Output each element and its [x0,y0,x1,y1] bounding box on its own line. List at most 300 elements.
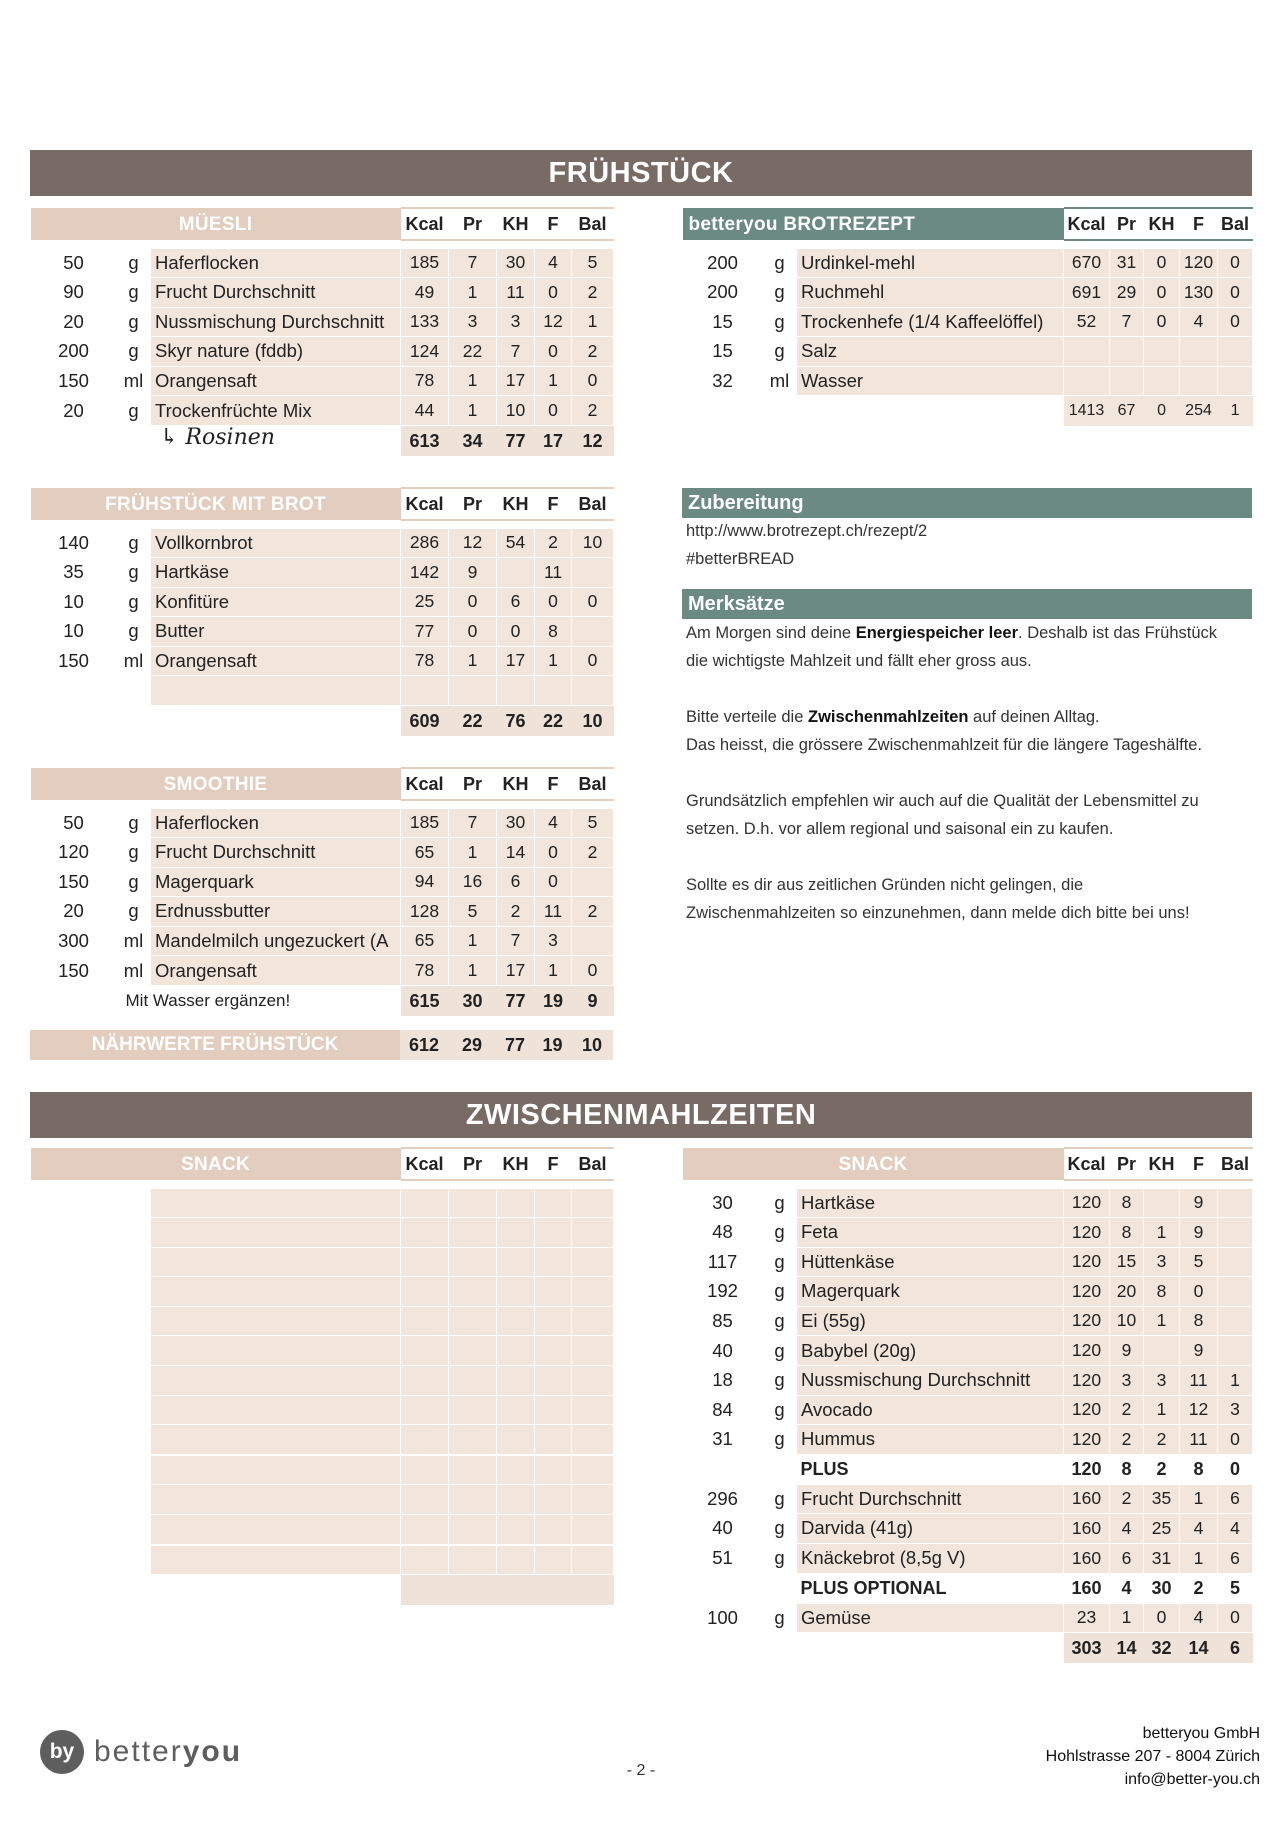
unit: g [763,248,797,278]
unit: ml [117,366,151,396]
nutrient-value: 286 [401,528,449,558]
nutrient-value: 65 [401,838,449,868]
food-name: Feta [797,1218,1064,1248]
nutrient-value: 44 [401,396,449,426]
quantity: 296 [683,1484,763,1514]
table-title: SNACK [31,1148,401,1180]
table-row [683,1366,1253,1396]
total-value: 32 [1144,1633,1180,1663]
column-header: Pr [1110,208,1144,240]
nutrient-value: 3 [1218,1395,1253,1425]
food-name: Vollkornbrot [151,528,401,558]
table-row [31,867,614,897]
nutrient-value: 2 [572,838,614,868]
company-address: Hohlstrasse 207 - 8004 Zürich [1045,1748,1260,1765]
column-header: KH [1144,208,1180,240]
total-row [683,1633,1253,1663]
table-row [683,337,1253,367]
nutrient-value: 7 [449,808,497,838]
nutrient-value [449,1425,497,1455]
total-row [31,426,614,456]
nutrient-value: 11 [497,278,535,308]
nutrient-value: 1 [535,646,572,676]
total-value: 77 [497,426,535,456]
nutrient-value: 78 [401,646,449,676]
unit: g [763,1218,797,1248]
nutrient-value [535,1366,572,1396]
nutrient-value: 25 [1144,1514,1180,1544]
nutrient-value: 0 [572,956,614,986]
nutrient-value: 160 [1064,1484,1110,1514]
column-header: Bal [572,208,614,240]
column-header: Bal [572,768,614,800]
nutrient-value: 133 [401,307,449,337]
column-header: Bal [572,1148,614,1180]
table-row [31,248,614,278]
column-header: F [1180,208,1218,240]
nutrient-value [1110,366,1144,396]
table-row [683,1218,1253,1248]
food-name [151,1425,401,1455]
table-header [31,768,614,800]
nutrient-value: 0 [572,646,614,676]
nutrient-value: 8 [1110,1188,1144,1218]
nutrient-value [535,1455,572,1485]
table-row [31,366,614,396]
nutrient-value: 0 [1144,307,1180,337]
food-name [151,1366,401,1396]
quantity: 300 [31,926,117,956]
nutrient-value: 0 [535,396,572,426]
table-row [683,248,1253,278]
food-name [151,1306,401,1336]
food-name: Trockenfrüchte Mix [151,396,401,426]
quantity: 192 [683,1277,763,1307]
nutrient-value [497,676,535,706]
nutrient-value: 0 [1218,1603,1253,1633]
total-row [31,706,614,736]
nutrient-value: 25 [401,587,449,617]
nutrient-value: 124 [401,337,449,367]
nutrient-value: 8 [1180,1306,1218,1336]
total-value: 4 [1121,1578,1132,1599]
total-label: PLUS [800,1459,849,1480]
nutrient-value: 3 [497,307,535,337]
nutrient-value: 7 [449,248,497,278]
nutrient-value: 0 [572,587,614,617]
quantity: 140 [31,528,117,558]
nutrient-value: 1 [449,838,497,868]
nutrient-value [572,1247,614,1277]
nutrient-value: 1 [449,926,497,956]
column-header: Kcal [1064,1148,1110,1180]
nutrient-value [401,1188,449,1218]
nutrient-value [535,1218,572,1248]
column-header: Pr [449,488,497,520]
column-header: KH [497,1148,535,1180]
nutrient-value [401,1485,449,1515]
unit: ml [117,926,151,956]
nutrient-value: 1 [1144,1395,1180,1425]
nutrient-value: 94 [401,867,449,897]
total-row [683,396,1253,426]
nutrient-value: 2 [572,337,614,367]
quantity: 51 [683,1544,763,1574]
table-row [31,926,614,956]
table-row [683,1336,1253,1366]
nutrient-value: 14 [497,838,535,868]
nutrient-value: 5 [572,248,614,278]
table-row [683,1484,1253,1514]
quantity: 35 [31,558,117,588]
quantity: 120 [31,838,117,868]
nutrient-value [401,1515,449,1545]
food-name: Skyr nature (fddb) [151,337,401,367]
total-label [683,396,1064,426]
nutrient-value [1218,1247,1253,1277]
nutrient-value: 17 [497,366,535,396]
total-value: 17 [535,426,572,456]
snack-left-table [30,1147,613,1605]
nutrient-value [449,1336,497,1366]
nutrient-value: 23 [1064,1603,1110,1633]
food-name: Avocado [797,1395,1064,1425]
nutrient-value: 15 [1110,1247,1144,1277]
nutrient-value [1110,337,1144,367]
nutrient-value [497,558,535,588]
table-row [683,1603,1253,1633]
nutrient-value [535,1188,572,1218]
nutrient-value: 120 [1064,1306,1110,1336]
unit [117,1247,151,1277]
quantity: 150 [31,646,117,676]
nutrient-value: 2 [1110,1425,1144,1455]
zubereitung-hashtag: #betterBREAD [686,550,795,568]
nutrient-value [449,1545,497,1575]
nutrient-value [401,1277,449,1307]
naehrwerte-title: NÄHRWERTE FRÜHSTÜCK [30,1030,400,1060]
handwritten-note: ↳ Rosinen [160,425,275,450]
nutrient-value [1144,1336,1180,1366]
nutrient-value: 11 [1180,1366,1218,1396]
table-header [31,488,614,520]
nutrient-value: 0 [1218,1425,1253,1455]
total-value: 254 [1180,396,1218,426]
food-name: Darvida (41g) [797,1514,1064,1544]
nutrient-value: 1 [1144,1218,1180,1248]
nutrient-value: 120 [1064,1336,1110,1366]
nutrient-value: 6 [497,587,535,617]
nutrient-value [449,1455,497,1485]
food-name: Babybel (20g) [797,1336,1064,1366]
nutrient-value: 6 [1218,1544,1253,1574]
nutrient-value: 4 [1218,1514,1253,1544]
nutrient-value [572,1366,614,1396]
fruehstueck-mit-brot-table [30,487,613,736]
nutrient-value: 78 [401,956,449,986]
nutrient-value: 185 [401,248,449,278]
nutrient-value: 35 [1144,1484,1180,1514]
food-name [151,1218,401,1248]
quantity [31,1306,117,1336]
unit: g [763,1366,797,1396]
total-value: 609 [401,706,449,736]
nutrient-value: 0 [1144,278,1180,308]
page-number: - 2 - [626,1762,656,1779]
nutrient-value: 185 [401,808,449,838]
table-row [31,337,614,367]
nutrient-value: 0 [1218,307,1253,337]
total-label: Mit Wasser ergänzen! [125,991,291,1011]
nutrient-value [535,1515,572,1545]
nutrient-value: 1 [1218,1366,1253,1396]
nutrient-value [401,1395,449,1425]
brotrezept-table [682,207,1252,426]
naehrwert-value: 612 [400,1030,448,1060]
food-name: Gemüse [797,1603,1064,1633]
nutrient-value: 2 [497,897,535,927]
unit: g [117,278,151,308]
nutrient-value [572,1336,614,1366]
quantity: 84 [683,1395,763,1425]
nutrient-value [535,1247,572,1277]
food-name: Frucht Durchschnitt [151,278,401,308]
quantity: 15 [683,337,763,367]
total-value: 5 [1230,1578,1241,1599]
nutrient-value: 120 [1064,1218,1110,1248]
nutrient-value: 31 [1110,248,1144,278]
table-title: FRÜHSTÜCK MIT BROT [31,488,401,520]
nutrient-value [449,1306,497,1336]
table-title: SNACK [683,1148,1064,1180]
nutrient-value: 6 [1218,1484,1253,1514]
total-value: 9 [572,986,614,1016]
column-header: F [535,1148,572,1180]
nutrient-value: 1 [572,307,614,337]
unit: g [763,278,797,308]
nutrient-value [572,1485,614,1515]
total-value: 30 [1151,1578,1172,1599]
nutrient-value [497,1425,535,1455]
quantity: 200 [31,337,117,367]
nutrient-value [535,676,572,706]
food-name: Orangensaft [151,366,401,396]
nutrient-value [449,1395,497,1425]
table-row [683,307,1253,337]
nutrient-value [497,1247,535,1277]
column-header: Pr [449,208,497,240]
table-row [683,1188,1253,1218]
nutrient-value: 11 [535,897,572,927]
nutrient-value: 1 [535,366,572,396]
naehrwerte-fruehstueck [30,1030,613,1060]
table-row [683,1514,1253,1544]
nutrient-value [535,1336,572,1366]
column-header: Bal [572,488,614,520]
food-name: Mandelmilch ungezuckert (A [151,926,401,956]
nutrient-value: 54 [497,528,535,558]
unit: g [763,307,797,337]
total-value: 120 [1071,1459,1102,1480]
nutrient-value [497,1366,535,1396]
nutrient-value [572,1455,614,1485]
nutrient-value: 0 [535,278,572,308]
nutrient-value: 120 [1064,1425,1110,1455]
nutrient-value: 130 [1180,278,1218,308]
unit: g [763,1306,797,1336]
nutrient-value: 160 [1064,1544,1110,1574]
quantity: 15 [683,307,763,337]
total-value: 303 [1064,1633,1110,1663]
nutrient-value [401,1366,449,1396]
nutrient-value: 0 [535,867,572,897]
food-name: Nussmischung Durchschnitt [797,1366,1064,1396]
unit [117,1336,151,1366]
nutrient-value [1064,366,1110,396]
nutrient-value [572,1277,614,1307]
table-header [31,1148,614,1180]
food-name: Trockenhefe (1/4 Kaffeelöffel) [797,307,1064,337]
nutrient-value [1218,1306,1253,1336]
food-name: Urdinkel-mehl [797,248,1064,278]
table-row [683,1395,1253,1425]
quantity [31,1395,117,1425]
quantity: 48 [683,1218,763,1248]
table-row [31,1395,614,1425]
nutrient-value: 0 [535,838,572,868]
food-name [151,1277,401,1307]
food-name: Magerquark [151,867,401,897]
nutrient-value: 0 [1218,248,1253,278]
nutrient-value [497,1188,535,1218]
table-header [683,208,1253,240]
naehrwert-value: 77 [496,1030,534,1060]
company-email[interactable]: info@better-you.ch [1124,1771,1260,1788]
column-header: F [535,768,572,800]
table-row [31,1218,614,1248]
quantity [31,1545,117,1575]
nutrient-value [572,1188,614,1218]
total-value: 1413 [1064,396,1110,426]
food-name: Ruchmehl [797,278,1064,308]
quantity: 117 [683,1247,763,1277]
table-row [31,808,614,838]
nutrient-value: 10 [497,396,535,426]
smoothie-table [30,767,613,1016]
nutrient-value: 6 [1110,1544,1144,1574]
zubereitung-header: Zubereitung [682,488,1252,518]
nutrient-value: 128 [401,897,449,927]
nutrient-value [572,558,614,588]
nutrient-value: 12 [449,528,497,558]
table-title: MÜESLI [31,208,401,240]
total-label [31,706,401,736]
quantity: 90 [31,278,117,308]
table-row [31,1366,614,1396]
nutrient-value: 4 [535,808,572,838]
table-row [31,1277,614,1307]
total-value: 67 [1110,396,1144,426]
quantity: 200 [683,248,763,278]
nutrient-value: 7 [1110,307,1144,337]
nutrient-value: 9 [1180,1188,1218,1218]
logo-wordmark: betteryou [94,1735,243,1768]
table-row [683,1306,1253,1336]
table-row [31,1545,614,1575]
nutrient-value: 691 [1064,278,1110,308]
nutrient-value: 2 [1110,1395,1144,1425]
nutrient-value: 1 [449,396,497,426]
table-row [31,617,614,647]
nutrient-value [449,1277,497,1307]
total-row [31,986,614,1016]
food-name: Knäckebrot (8,5g V) [797,1544,1064,1574]
nutrient-value: 17 [497,646,535,676]
table-row [31,956,614,986]
total-value: 22 [535,706,572,736]
nutrient-value: 77 [401,617,449,647]
unit: ml [763,366,797,396]
section-title-zwischenmahlzeiten: ZWISCHENMAHLZEITEN [30,1092,1252,1138]
quantity [31,1515,117,1545]
nutrient-value [401,1545,449,1575]
nutrient-value: 2 [1110,1484,1144,1514]
nutrient-value: 11 [1180,1425,1218,1455]
food-name: Hartkäse [797,1188,1064,1218]
nutrient-value [401,1455,449,1485]
table-row [683,278,1253,308]
table-row [31,1188,614,1218]
total-row [683,1454,1253,1484]
nutrient-value [497,1515,535,1545]
table-row [31,1455,614,1485]
nutrient-value: 12 [1180,1395,1218,1425]
food-name: Orangensaft [151,646,401,676]
unit: g [763,337,797,367]
nutrient-value: 0 [1218,278,1253,308]
nutrient-value [449,1247,497,1277]
quantity [31,1336,117,1366]
nutrient-value: 11 [535,558,572,588]
nutrient-value: 670 [1064,248,1110,278]
column-header: KH [497,768,535,800]
nutrient-value: 120 [1180,248,1218,278]
nutrient-value [1144,366,1180,396]
nutrient-value: 30 [497,808,535,838]
nutrient-value [1180,366,1218,396]
nutrient-value: 5 [449,897,497,927]
unit [117,1395,151,1425]
quantity: 150 [31,956,117,986]
quantity: 32 [683,366,763,396]
nutrient-value [449,1366,497,1396]
unit: g [763,1514,797,1544]
food-name: Ei (55g) [797,1306,1064,1336]
muesli-table [30,207,613,456]
nutrient-value: 3 [1110,1366,1144,1396]
unit: g [763,1603,797,1633]
zubereitung-link[interactable]: http://www.brotrezept.ch/rezept/2 [686,522,928,540]
nutrient-value: 120 [1064,1247,1110,1277]
unit [117,1306,151,1336]
table-row [31,528,614,558]
unit [117,1515,151,1545]
column-header: Bal [1218,1148,1253,1180]
nutrient-value: 10 [1110,1306,1144,1336]
nutrient-value [449,1188,497,1218]
nutrient-value [497,1485,535,1515]
nutrient-value: 160 [1064,1514,1110,1544]
